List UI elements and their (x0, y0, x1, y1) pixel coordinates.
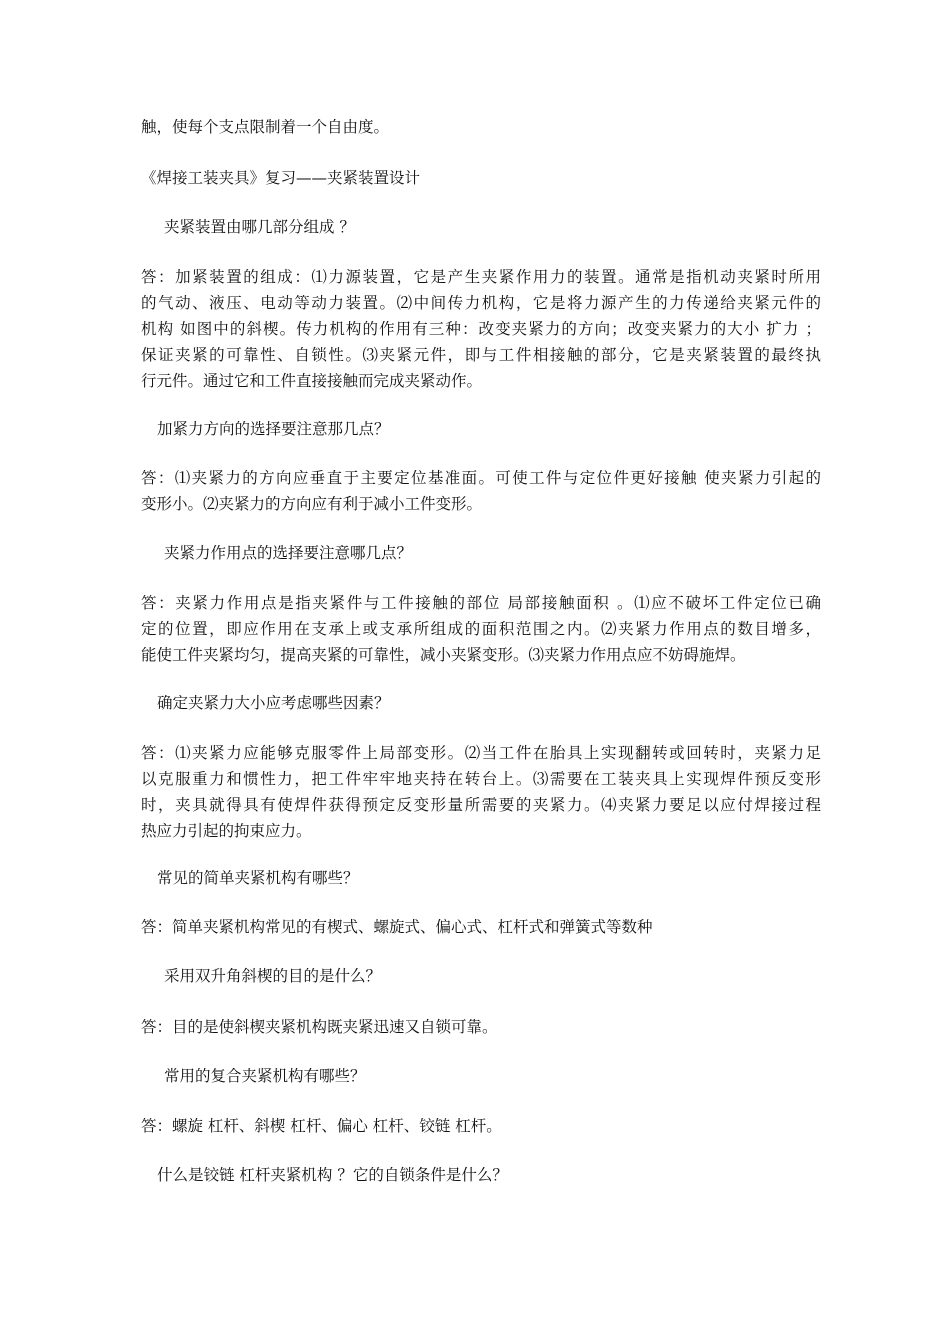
answer-line: 定的位置，即应作用在支承上或支承所组成的面积范围之内。⑵夹紧力作用点的数目增多， (141, 620, 821, 638)
question: 常见的简单夹紧机构有哪些？ (157, 869, 359, 887)
section-heading: 《焊接工装夹具》复习——夹紧装置设计 (141, 169, 421, 187)
answer-line: 答：目的是使斜楔夹紧机构既夹紧迅速又自锁可靠。 (141, 1018, 498, 1036)
question: 确定夹紧力大小应考虑哪些因素？ (157, 694, 390, 712)
question: 夹紧装置由哪几部分组成 ？ (164, 218, 355, 236)
question: 常用的复合夹紧机构有哪些？ (164, 1067, 366, 1085)
answer-line: 时，夹具就得具有使焊件获得预定反变形量所需要的夹紧力。⑷夹紧力要足以应付焊接过程 (141, 796, 821, 814)
answer-line: 答：夹紧力作用点是指夹紧件与工件接触的部位 局部接触面积 。⑴应不破坏工件定位已确 (141, 594, 821, 612)
answer-line: 答：加紧装置的组成：⑴力源装置，它是产生夹紧作用力的装置。通常是指机动夹紧时所用 (141, 268, 821, 286)
answer-line: 热应力引起的拘束应力。 (141, 822, 312, 840)
answer-line: 答：⑴夹紧力的方向应垂直于主要定位基准面。可使工件与定位件更好接触 使夹紧力引起的 (141, 469, 821, 487)
answer-line: 保证夹紧的可靠性、自锁性。⑶夹紧元件，即与工件相接触的部分，它是夹紧装置的最终执 (141, 346, 821, 364)
answer-line: 能使工件夹紧均匀，提高夹紧的可靠性，减小夹紧变形。⑶夹紧力作用点应不妨碍施焊。 (141, 646, 746, 664)
question: 夹紧力作用点的选择要注意哪几点？ (164, 544, 413, 562)
question: 加紧力方向的选择要注意那几点？ (157, 420, 390, 438)
question: 什么是铰链 杠杆夹紧机构 ？它的自锁条件是什么？ (157, 1166, 508, 1184)
answer-line: 的气动、液压、电动等动力装置。⑵中间传力机构，它是将力源产生的力传递给夹紧元件的 (141, 294, 821, 312)
answer-line: 答：螺旋 杠杆、斜楔 杠杆、偏心 杠杆、铰链 杠杆。 (141, 1117, 502, 1135)
answer-line: 机构 如图中的斜楔。传力机构的作用有三种：改变夹紧力的方向；改变夹紧力的大小 扩力 ； (141, 320, 821, 338)
question: 采用双升角斜楔的目的是什么？ (164, 967, 382, 985)
answer-line: 答：⑴夹紧力应能够克服零件上局部变形。⑵当工件在胎具上实现翻转或回转时，夹紧力足 (141, 744, 821, 762)
answer-line: 答：简单夹紧机构常见的有楔式、螺旋式、偏心式、杠杆式和弹簧式等数种 (141, 918, 653, 936)
answer-line: 以克服重力和惯性力，把工件牢牢地夹持在转台上。⑶需要在工装夹具上实现焊件预反变形 (141, 770, 821, 788)
answer-line: 变形小。⑵夹紧力的方向应有利于减小工件变形。 (141, 495, 483, 513)
text-line: 触，使每个支点限制着一个自由度。 (141, 118, 390, 136)
answer-line: 行元件。通过它和工件直接接触而完成夹紧动作。 (141, 372, 483, 390)
